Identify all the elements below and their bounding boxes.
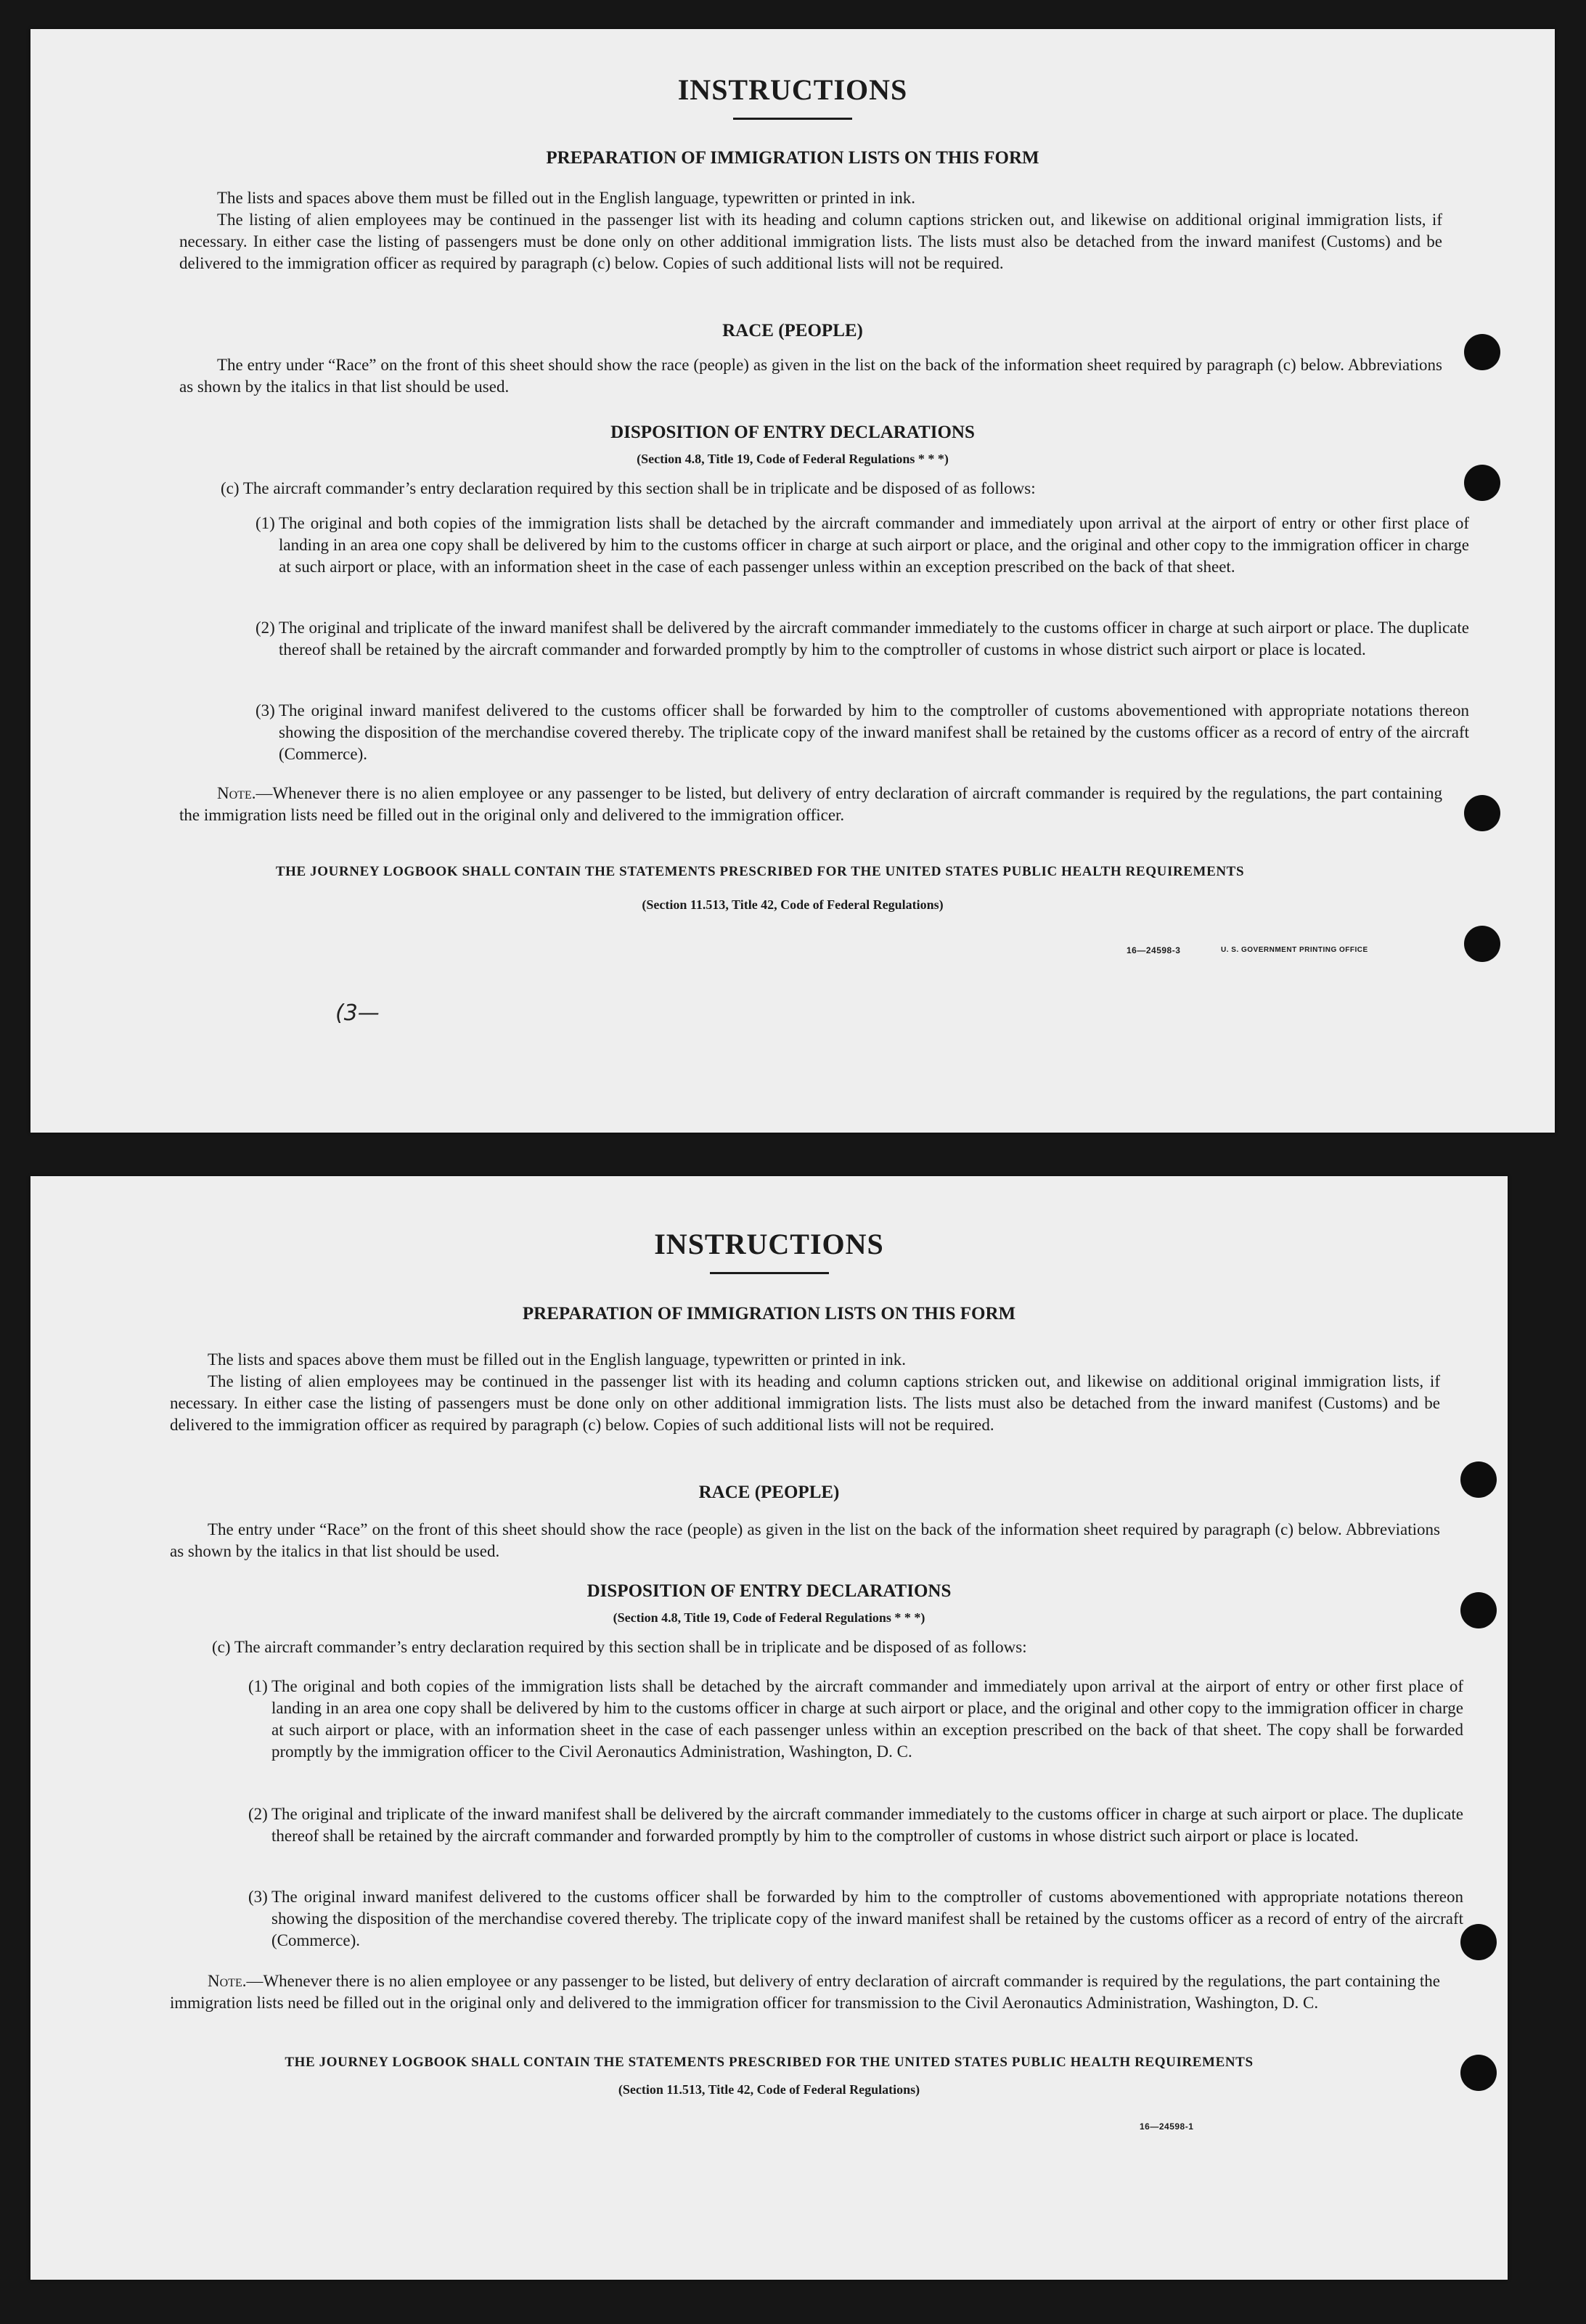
bottom-note <box>170 1970 1440 2014</box>
bottom-disposition-heading: DISPOSITION OF ENTRY DECLARATIONS <box>586 1581 952 1601</box>
bottom-title: INSTRUCTIONS <box>654 1228 884 1260</box>
top-item-3-text: The original inward manifest delivered to the customs officer shall be forwarded by him to the comptroller of customs abovementioned with appropriate notations thereon showing the disposition of the merchandise covered thereby. The triplicate copy of the inward manifest shall be retained by the customs officer as a record of entry of the aircraft (Commerce). <box>279 701 1469 763</box>
bottom-item-3-text: The original inward manifest delivered to the customs officer shall be forwarded by him to the comptroller of customs abovementioned with appropriate notations thereon showing the disposition of the merchandise covered thereby. The triplicate copy of the inward manifest shall be retained by the customs officer as a record of entry of the aircraft (Commerce). <box>271 1888 1463 1949</box>
top-handwritten-note: (3— <box>335 1000 380 1026</box>
top-disposition-intro: (c) The aircraft commander’s entry declaration required by this section shall be in triplicate and be disposed of as follows: <box>221 479 1036 497</box>
top-logbook-statement: THE JOURNEY LOGBOOK SHALL CONTAIN THE STATEMENTS PRESCRIBED FOR THE UNITED STATES PUBLIC HEALTH REQUIREMENTS <box>275 864 1245 879</box>
top-logbook-cite: (Section 11.513, Title 42, Code of Federal Regulations) <box>642 897 944 912</box>
bottom-item-3 <box>248 1886 1463 1952</box>
top-race-para: The entry under “Race” on the front of this sheet should show the race (people) as given in the list on the back of the information sheet required by paragraph (c) below. Abbreviations as shown by the italics in that list should be used. <box>179 356 1442 396</box>
bottom-item-3-number: (3) <box>248 1888 268 1906</box>
top-punch-hole-1 <box>1464 334 1500 370</box>
top-item-3-number: (3) <box>256 701 275 719</box>
top-item-2-number: (2) <box>256 619 275 637</box>
top-item-1-number: (1) <box>256 514 275 532</box>
bottom-item-1-text: The original and both copies of the immigration lists shall be detached by the aircraft commander and immediately upon arrival at the airport of entry or other first place of landing in an area one copy shall be delivered by him to the customs officer in charge at such airport or place, and the original and other copy to the immigration officer in charge at such airport or place, with an information sheet in the case of each passenger unless within an exception prescribed on the back of that sheet. The copy shall be forwarded promptly by the immigration officer to the Civil Aeronautics Administration, Washington, D. C. <box>271 1677 1463 1761</box>
top-note-label: Note. <box>217 784 256 802</box>
top-item-3 <box>256 700 1469 765</box>
top-item-1 <box>256 513 1469 578</box>
bottom-form-code: 16—24598-1 <box>1140 2121 1194 2132</box>
top-prep-para-1: The lists and spaces above them must be filled out in the English language, typewritten or printed in ink. <box>217 189 915 207</box>
top-note <box>179 783 1442 826</box>
top-title-rule <box>733 118 852 120</box>
bottom-punch-hole-3 <box>1460 1924 1497 1960</box>
bottom-item-1-number: (1) <box>248 1677 268 1695</box>
top-item-2 <box>256 617 1469 661</box>
bottom-race-para: The entry under “Race” on the front of this sheet should show the race (people) as given in the list on the back of the information sheet required by paragraph (c) below. Abbreviations as shown by the italics in that list should be used. <box>170 1520 1440 1560</box>
top-disposition-heading: DISPOSITION OF ENTRY DECLARATIONS <box>610 423 975 442</box>
bottom-item-2 <box>248 1803 1463 1847</box>
bottom-prep-para-2: The listing of alien employees may be continued in the passenger list with its heading and column captions stricken out, and likewise on additional original immigration lists, if necessary. In either case the listing of passengers must be done only on other additional immigration lists. The lists must also be detached from the inward manifest (Customs) and be delivered to the immigration officer as required by paragraph (c) below. Copies of such additional lists will not be required. <box>170 1372 1440 1434</box>
bottom-disposition-intro: (c) The aircraft commander’s entry declaration required by this section shall be in triplicate and be disposed of as follows: <box>212 1638 1027 1656</box>
bottom-item-2-number: (2) <box>248 1805 268 1823</box>
bottom-note-label: Note. <box>208 1972 247 1990</box>
top-form-code: 16—24598-3 <box>1127 945 1181 955</box>
top-printer: U. S. GOVERNMENT PRINTING OFFICE <box>1221 946 1368 954</box>
top-title: INSTRUCTIONS <box>677 73 908 106</box>
top-punch-hole-4 <box>1464 926 1500 962</box>
bottom-prep-para-1: The lists and spaces above them must be filled out in the English language, typewritten or printed in ink. <box>208 1350 906 1369</box>
bottom-punch-hole-4 <box>1460 2055 1497 2091</box>
bottom-form-sheet <box>30 1176 1508 2280</box>
top-punch-hole-3 <box>1464 795 1500 831</box>
bottom-race-heading: RACE (PEOPLE) <box>698 1483 840 1502</box>
bottom-punch-hole-1 <box>1460 1461 1497 1498</box>
top-prep-heading: PREPARATION OF IMMIGRATION LISTS ON THIS FORM <box>546 148 1039 168</box>
top-race-heading: RACE (PEOPLE) <box>722 321 863 341</box>
top-disposition-cite: (Section 4.8, Title 19, Code of Federal Regulations * * *) <box>637 452 949 466</box>
top-item-2-text: The original and triplicate of the inward manifest shall be delivered by the aircraft commander immediately to the customs officer in charge at such airport or place. The duplicate thereof shall be retained by the aircraft commander and forwarded promptly by him to the comptroller of customs in whose district such airport or place is located. <box>279 619 1469 659</box>
top-item-1-text: The original and both copies of the immigration lists shall be detached by the aircraft commander and immediately upon arrival at the airport of entry or other first place of landing in an area one copy shall be delivered by him to the customs officer in charge at such airport or place, and the original and other copy to the immigration officer in charge at such airport or place, with an information sheet in the case of each passenger unless within an exception prescribed on the back of that sheet. <box>279 514 1469 576</box>
top-note-text: —Whenever there is no alien employee or any passenger to be listed, but delivery of entry declaration of aircraft commander is required by the regulations, the part containing the immigration lists need be filled out in the original only and delivered to the immigration officer. <box>179 784 1442 824</box>
bottom-disposition-cite: (Section 4.8, Title 19, Code of Federal Regulations * * *) <box>613 1610 925 1625</box>
top-punch-hole-2 <box>1464 465 1500 501</box>
top-form-sheet <box>30 29 1555 1133</box>
bottom-item-2-text: The original and triplicate of the inward manifest shall be delivered by the aircraft commander immediately to the customs officer in charge at such airport or place. The duplicate thereof shall be retained by the aircraft commander and forwarded promptly by him to the comptroller of customs in whose district such airport or place is located. <box>271 1805 1463 1845</box>
bottom-logbook-cite: (Section 11.513, Title 42, Code of Federal Regulations) <box>618 2082 920 2097</box>
bottom-item-1 <box>248 1676 1463 1763</box>
bottom-logbook-statement: THE JOURNEY LOGBOOK SHALL CONTAIN THE STATEMENTS PRESCRIBED FOR THE UNITED STATES PUBLIC HEALTH REQUIREMENTS <box>285 2055 1254 2070</box>
top-prep-para-2: The listing of alien employees may be continued in the passenger list with its heading and column captions stricken out, and likewise on additional original immigration lists, if necessary. In either case the listing of passengers must be done only on other additional immigration lists. The lists must also be detached from the inward manifest (Customs) and be delivered to the immigration officer as required by paragraph (c) below. Copies of such additional lists will not be required. <box>179 211 1442 272</box>
bottom-punch-hole-2 <box>1460 1592 1497 1628</box>
bottom-prep-heading: PREPARATION OF IMMIGRATION LISTS ON THIS FORM <box>522 1304 1016 1324</box>
bottom-note-text: —Whenever there is no alien employee or any passenger to be listed, but delivery of entry declaration of aircraft commander is required by the regulations, the part containing the immigration lists need be filled out in the original only and delivered to the immigration officer for transmission to the Civil Aeronautics Administration, Washington, D. C. <box>170 1972 1440 2012</box>
bottom-title-rule <box>710 1272 829 1274</box>
